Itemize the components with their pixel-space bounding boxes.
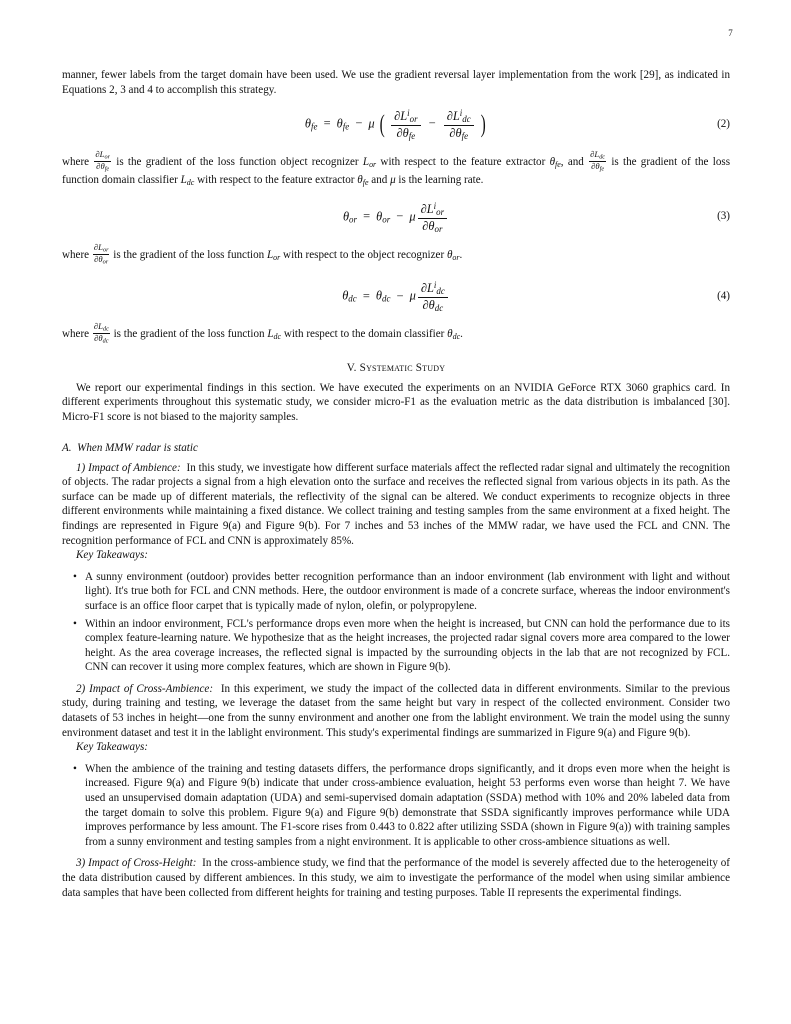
eq3-minus: − xyxy=(396,209,404,224)
where2-m2: θ xyxy=(549,156,556,169)
where2-f2-num xyxy=(589,150,606,161)
where4-fraction-1 xyxy=(93,322,110,345)
item-1-takeaways-list xyxy=(62,570,730,675)
where-after-equation-4 xyxy=(62,322,730,345)
where2-f2-num-partial: ∂L xyxy=(590,149,600,160)
list-item-text: When the ambience of the training and testing datasets differs, the performance drops significantly, and it drops even more when the height is increased. Figure 9(a) and Figure 9(b) indicate that under cross-ambience evaluation, height 53 performs even worse than height 7. We have used an unsupervised domain adaptation (UDA) and semi-supervised domain adaptation (SSDA) method with 10% and 20% labeled data from the target domain to solve this problem. Figure 9(a) and Figure 9(b) demonstrate that SSDA significantly improves performance while UDA improves performance by less amount. The F1-score rises from 0.443 to 0.822 after utilizing SSDA (shown in Figure 9(a)) with training samples from a sunny environment and testing samples from a night environment. It is applicable to other cross-ambience situations as well. xyxy=(85,762,730,848)
eq4-frac-num-partial: ∂L xyxy=(420,281,434,296)
where3-lead: where xyxy=(62,248,92,261)
subsection-a-heading xyxy=(62,442,730,454)
where2-m3-sub: dc xyxy=(186,177,195,187)
eq3-frac-den-sub: or xyxy=(434,223,443,234)
eq4-frac-num-sup: i xyxy=(433,280,437,291)
eq2-frac1-numerator xyxy=(391,108,420,125)
where2-f2-num-sub: dc xyxy=(599,153,606,161)
eq4-frac-num-sub: dc xyxy=(436,286,445,297)
where3-m2-sub: or xyxy=(452,252,460,262)
where4-m2-sub: dc xyxy=(452,332,461,342)
eq2-frac2-num-sub: dc xyxy=(462,114,471,125)
where4-f1-den xyxy=(93,333,110,345)
intro-paragraph: manner, fewer labels from the target domain have been used. We use the gradient reversal layer implementation from the work [29], as indicated in Equations 2, 3 and 4 to accomplish this strategy. xyxy=(62,69,730,96)
where4-m2: θ xyxy=(447,328,453,341)
eq4-equals: = xyxy=(362,288,370,303)
eq4-mu: μ xyxy=(409,288,416,303)
where3-t2: is the gradient of the loss function xyxy=(110,248,267,261)
page-number: 7 xyxy=(728,28,733,38)
where2-f1-num-sub: or xyxy=(104,153,110,161)
eq2-frac1-denominator xyxy=(391,125,420,141)
bullet-icon: • xyxy=(73,762,77,775)
where4-t3: with respect to the domain classifier xyxy=(281,328,448,341)
eq2-frac1-num-sub: or xyxy=(409,114,418,125)
page-content xyxy=(62,68,730,900)
where2-t7: and xyxy=(368,173,391,186)
eq2-frac1-num-sup: i xyxy=(407,108,410,119)
equation-3-body xyxy=(62,197,730,236)
where3-m2: θ xyxy=(446,248,453,261)
equation-2-row xyxy=(62,104,730,143)
item-1-paragraph xyxy=(62,461,730,549)
eq2-frac2-den-partial: ∂θ xyxy=(449,126,462,141)
item-1-body: In this study, we investigate how different surface materials affect the reflected radar signal and ultimately the recognition of objects. The radar projects a signal from a high elevation onto the surface and receives the reflected signal from various objects in its path. As the surface can be made up of different materials, the reflectivity of the signal can be altered. We conduct experiments to recognize objects in three different environments while maintaining a fixed distance. We collect training and testing samples from the same environment at a fixed height. The findings are represented in Figure 9(a) and Figure 9(b). For 7 inches and 53 inches of the MMW radar, we have used the FCL and CNN. The recognition performance of FCL and CNN is approximately 85%. xyxy=(62,461,730,547)
eq4-frac-numerator xyxy=(418,280,448,297)
where2-f1-den-partial: ∂θ xyxy=(96,160,105,171)
eq3-lhs-theta: θ xyxy=(342,209,350,224)
where2-m2-sub: fe xyxy=(555,159,561,169)
eq2-mu: μ xyxy=(368,116,375,131)
list-item xyxy=(62,762,730,850)
where2-t5: is the gradient of the loss function domain classifier xyxy=(62,156,731,186)
list-item-text: Within an indoor environment, FCL's performance drops even more when the height is increased, but CNN can hold the performance due to its complex feature-learning nature. We hypothesize that as the height increases, the projected radar signal covers more area compared to the lower height. As the area coverage increases, the reflected signal is impacted by the surrounding objects in the lab that are not recognized by FCL. CNN can recover it using more complex features, which are shown in Figure 9(b). xyxy=(85,617,730,674)
item-1-takeaways-label-wrap xyxy=(62,548,730,563)
where2-m5: μ xyxy=(390,173,396,186)
where2-f2-den-sub: fe xyxy=(599,165,605,173)
equation-3-number: (3) xyxy=(717,210,730,223)
where4-m1-sub: dc xyxy=(273,332,282,342)
where2-m4-sub: fe xyxy=(362,177,369,187)
where2-fraction-1 xyxy=(94,150,111,173)
section-number: V. xyxy=(346,361,357,374)
eq4-lhs-sub: dc xyxy=(348,293,357,304)
eq2-inner-minus: − xyxy=(428,116,436,131)
where2-f2-den xyxy=(589,161,606,173)
equation-4-number: (4) xyxy=(717,289,730,302)
where3-fraction-1 xyxy=(93,243,110,266)
where3-f1-den-sub: or xyxy=(102,257,109,265)
section-intro-paragraph: We report our experimental findings in this section. We have executed the experiments on an NVIDIA GeForce RTX 3060 graphics card. In different experiments throughout this systematic study, we consider micro-F1 as the evaluation metric as the data distribution is imbalanced [30]. Micro-F1 score is not biased to the majority samples. xyxy=(62,381,730,423)
where3-m1-sub: or xyxy=(273,252,281,262)
where2-lead: where xyxy=(62,156,94,169)
item-2-takeaways-label-wrap xyxy=(62,740,730,755)
equation-2-number: (2) xyxy=(717,117,730,130)
where2-f1-den-sub: fe xyxy=(104,165,110,173)
item-2-takeaways-label: Key Takeaways: xyxy=(76,741,148,754)
where2-f2-den-partial: ∂θ xyxy=(591,160,600,171)
equation-4-body xyxy=(62,276,730,315)
where2-m3: L xyxy=(180,173,187,186)
where4-t2: is the gradient of the loss function xyxy=(110,328,268,341)
where2-t8: is the learning rate. xyxy=(395,173,484,186)
item-2-number: 2) xyxy=(76,682,86,695)
item-1-takeaways-label: Key Takeaways: xyxy=(76,549,148,562)
where3-f1-den xyxy=(93,254,110,266)
list-item-text: A sunny environment (outdoor) provides better recognition performance than an indoor environment (lab environment with light and without light). It's true both for FCL and CNN methods. Here, the outdoor environment is made of a concrete surface, whereas the indoor environment's surface is an office floor carpet that is typically made of nylon, olefin, or polypropylene. xyxy=(85,570,730,612)
eq3-frac-denominator xyxy=(418,218,447,234)
where4-f1-num-partial: ∂L xyxy=(93,321,103,332)
where4-f1-den-sub: dc xyxy=(102,337,109,345)
where3-t4: . xyxy=(459,248,463,261)
where2-t3: with respect to the feature extractor xyxy=(376,156,550,169)
eq3-rhs-theta: θ xyxy=(376,209,383,224)
where2-f1-num xyxy=(94,150,111,161)
eq3-fraction xyxy=(418,201,447,234)
where3-t3: with respect to the object recognizer xyxy=(280,248,447,261)
eq2-frac2-numerator xyxy=(444,108,474,125)
eq3-frac-den-partial: ∂θ xyxy=(422,218,435,233)
equation-2-body: θfe = θfe − μ ( $\frac{\partial L^ior}{\text{∂θfe}}$ − $\frac{\partial L^idc}{\text{∂θfe}}$ ) xyxy=(304,108,486,142)
eq2-lhs-theta: θ xyxy=(304,116,312,131)
eq3-rhs-sub: or xyxy=(382,214,391,225)
where4-t4: . xyxy=(460,328,463,341)
where3-f1-num-partial: ∂L xyxy=(93,241,103,252)
item-2-title: Impact of Cross-Ambience: xyxy=(89,682,214,695)
item-3-number: 3) xyxy=(76,857,86,870)
eq3-frac-num-sup: i xyxy=(433,200,437,211)
where3-f1-num xyxy=(93,243,110,254)
where2-t2: is the gradient of the loss function object recognizer xyxy=(111,156,363,169)
eq2-rhs-theta: θ xyxy=(336,116,343,131)
eq4-rhs-theta: θ xyxy=(375,288,383,303)
section-title: Systematic Study xyxy=(359,361,446,374)
subsection-a-title: When MMW radar is static xyxy=(77,441,198,454)
eq2-fraction-2 xyxy=(444,108,474,141)
where4-f1-num xyxy=(93,322,110,333)
where2-f1-num-partial: ∂L xyxy=(95,149,105,160)
where2-t6: with respect to the feature extractor xyxy=(194,173,358,186)
eq4-rhs-sub: dc xyxy=(382,293,391,304)
equation-4-row xyxy=(62,276,730,315)
eq2-frac2-den-sub: fe xyxy=(461,131,469,142)
eq2-fraction-1 xyxy=(391,108,420,141)
where-after-equation-3 xyxy=(62,243,730,266)
item-3-paragraph xyxy=(62,856,730,900)
eq4-frac-denominator xyxy=(418,297,448,313)
where2-f1-den xyxy=(94,161,111,173)
where3-f1-num-sub: or xyxy=(102,246,109,254)
where2-fraction-2 xyxy=(589,150,606,173)
section-heading xyxy=(62,362,730,374)
where3-m1: L xyxy=(267,248,274,261)
eq4-fraction xyxy=(418,280,448,313)
eq2-frac2-denominator xyxy=(444,125,474,141)
eq2-rhs-sub: fe xyxy=(342,121,350,132)
item-3-body: In the cross-ambience study, we find that the performance of the model is severely affected due to the heterogeneity of the data distribution caused by different ambiences. In this study, we aim to investigate the performance of the model when using similar ambience data samples that have been collected from different heights for training and testing purposes. Table II represents the experimental findings. xyxy=(62,857,731,899)
item-1-title: Impact of Ambience: xyxy=(88,461,181,474)
list-item xyxy=(62,617,730,675)
eq2-frac2-num-partial: ∂L xyxy=(446,109,460,124)
equation-3-row xyxy=(62,197,730,236)
eq4-frac-den-sub: dc xyxy=(434,303,444,314)
eq2-frac2-num-sup: i xyxy=(459,108,463,119)
eq3-frac-num-partial: ∂L xyxy=(420,201,434,216)
where2-m4: θ xyxy=(357,173,363,186)
eq2-frac1-den-partial: ∂θ xyxy=(396,126,409,141)
eq4-frac-den-partial: ∂θ xyxy=(422,298,435,313)
eq3-mu: μ xyxy=(409,209,416,224)
eq3-frac-numerator xyxy=(418,201,447,218)
eq2-minus: − xyxy=(355,116,363,131)
eq3-frac-num-sub: or xyxy=(436,206,445,217)
where4-m1: L xyxy=(267,328,274,341)
subsection-a-label: A. xyxy=(62,441,72,454)
eq4-minus: − xyxy=(396,288,404,303)
item-1-number: 1) xyxy=(76,461,86,474)
bullet-icon: • xyxy=(73,570,77,583)
item-2-body: In this experiment, we study the impact of the collected data in different environments. Similar to the previous study, during training and testing, we leverage the dataset from the same height but vary in respect of the collected environment. Consider two datasets of 53 inches in height—one from the sunny environment and another one from the lablight environment. We train the model using the sunny environment dataset and test it in the lablight environment. This study's experimental findings are summarized in Figure 9(a) and Figure 9(b). xyxy=(62,682,730,739)
eq4-lhs-theta: θ xyxy=(342,288,349,303)
where4-f1-num-sub: dc xyxy=(102,325,109,333)
eq2-frac1-num-partial: ∂L xyxy=(394,109,408,124)
where3-f1-den-partial: ∂θ xyxy=(94,253,103,264)
eq2-equals: = xyxy=(323,116,331,131)
eq3-lhs-sub: or xyxy=(349,214,357,225)
bullet-icon: • xyxy=(73,617,77,630)
where4-f1-den-partial: ∂θ xyxy=(94,333,103,344)
item-3-title: Impact of Cross-Height: xyxy=(88,857,197,870)
where2-t4: , and xyxy=(560,156,589,169)
where4-lead: where xyxy=(62,328,92,341)
where2-m1-sub: or xyxy=(369,159,377,169)
eq2-frac1-den-sub: fe xyxy=(408,131,416,142)
where-after-equation-2 xyxy=(62,150,730,190)
item-2-takeaways-list xyxy=(62,762,730,850)
eq2-lhs-sub: fe xyxy=(311,121,318,132)
item-2-paragraph xyxy=(62,682,730,740)
eq3-equals: = xyxy=(363,209,371,224)
list-item xyxy=(62,570,730,614)
where2-m1: L xyxy=(362,156,370,169)
